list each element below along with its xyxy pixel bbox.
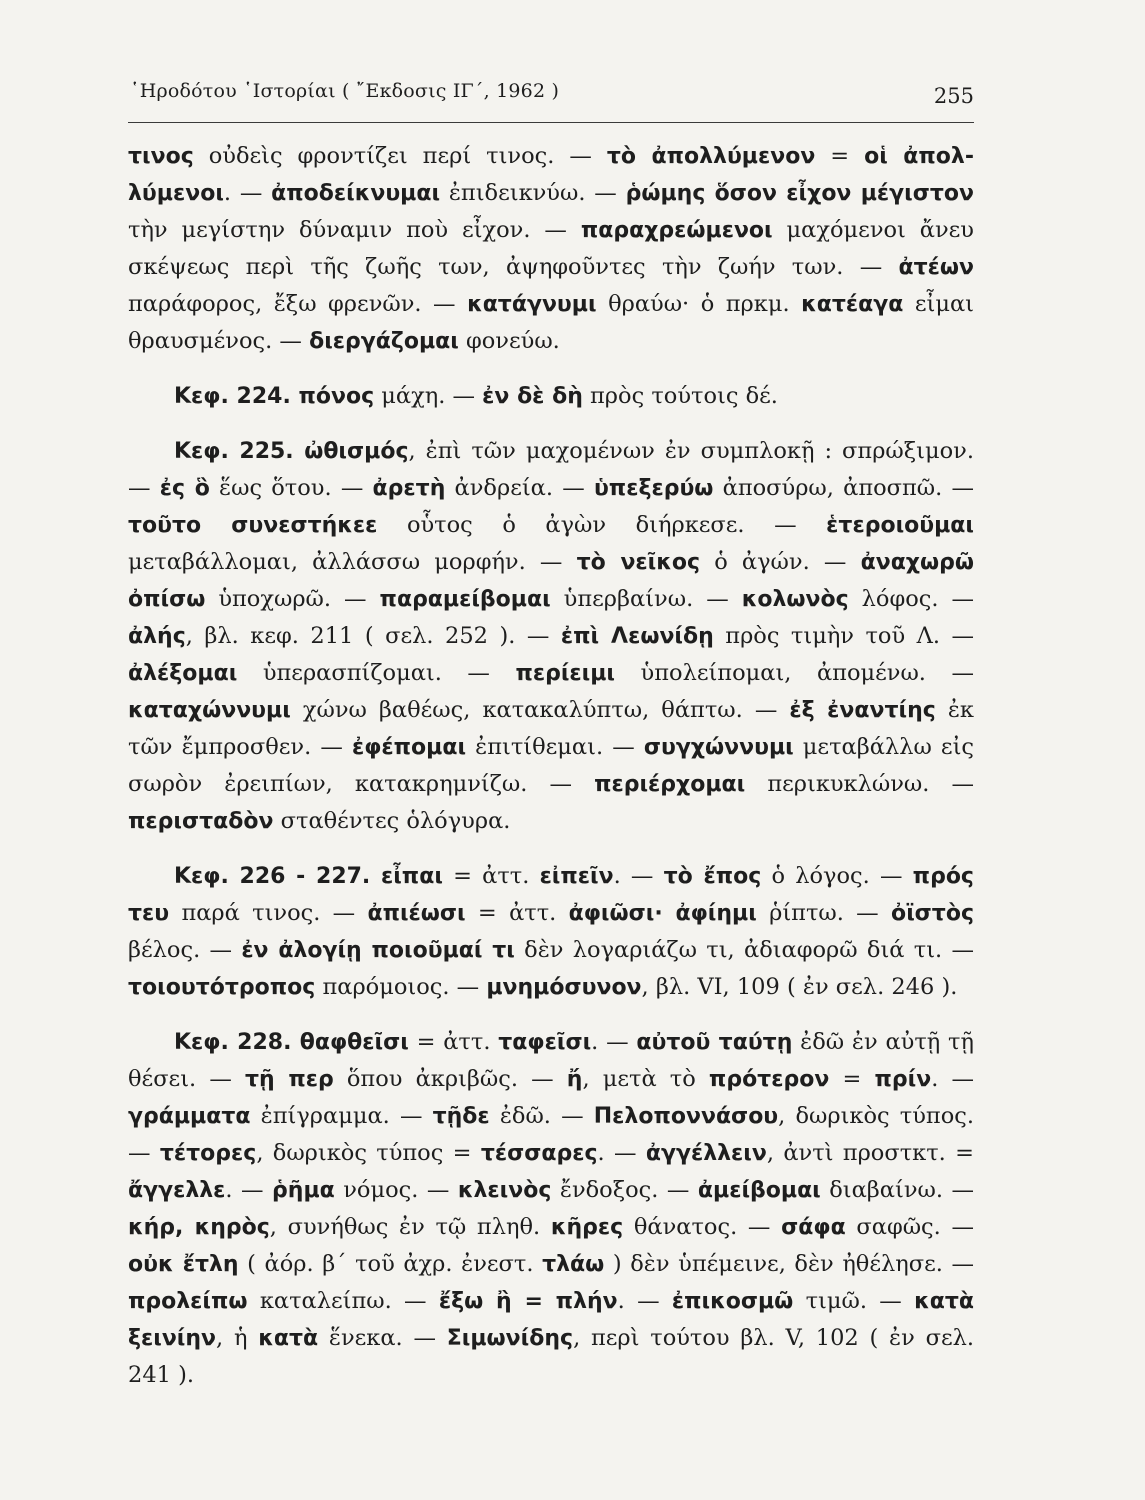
gloss: = ἀττ. xyxy=(465,900,569,926)
gloss: , συνήθως ἐν τῷ πληθ. xyxy=(269,1214,551,1240)
gloss: = xyxy=(829,1066,875,1092)
gloss: μαχόμενοι ἄνευ σκέψεως περὶ τῆς ζωῆς των, ἀψηφοῦντες τὴν ζωήν των. — xyxy=(128,217,974,280)
gloss: , βλ. κεφ. 211 ( σελ. 252 ). — xyxy=(185,623,561,649)
lemma: ἀτέων xyxy=(898,255,974,280)
gloss: = xyxy=(815,143,865,169)
lemma: ἐν ἀλογίῃ ποιοῦμαί τι xyxy=(241,938,515,963)
lemma: κατὰ xyxy=(258,1326,319,1351)
paragraph-chapter-224 xyxy=(128,378,974,415)
lemma: τινος xyxy=(128,144,194,169)
lemma: περιέρχομαι xyxy=(594,772,746,797)
gloss: ὑπερασπίζομαι. — xyxy=(237,660,516,686)
lemma: τὸ ἔπος xyxy=(663,864,762,889)
gloss: ἐδῶ. — xyxy=(489,1103,594,1129)
gloss: ἔνδοξος. — xyxy=(551,1177,698,1203)
gloss: φονεύω. xyxy=(458,328,560,354)
running-title: ῾Ηροδότου ῾Ιστορίαι ( ῎Εκδοσις ΙΓ΄, 1962 ) xyxy=(130,80,560,102)
gloss: μεταβάλλω εἰς σωρὸν ἐρειπίων, κατακρημνίζω. — xyxy=(128,734,974,797)
gloss: θραύω· ὁ πρκμ. xyxy=(596,291,802,317)
lemma: ἀρετὴ xyxy=(372,476,446,501)
lemma: κατάγνυμι xyxy=(467,292,597,317)
gloss: διαβαίνω. — xyxy=(820,1177,974,1203)
lemma: γράμματα xyxy=(128,1104,251,1129)
lemma: κήρ, κηρὸς xyxy=(128,1215,270,1240)
gloss: , μετὰ τὸ xyxy=(582,1066,709,1092)
gloss: ( ἀόρ. β΄ τοῦ ἀχρ. ἐνεστ. xyxy=(238,1251,543,1277)
lemma: οἱ ἀπολλύμενοι xyxy=(128,144,974,206)
gloss: παρά τινος. — xyxy=(169,900,368,926)
lemma: τέσσαρες xyxy=(480,1141,598,1166)
lemma: ἀφιῶσι· ἀφίημι xyxy=(568,901,757,926)
lemma: Κεφ. 228. θαφθεῖσι xyxy=(174,1030,409,1055)
lemma: τοιουτότροπος xyxy=(128,975,316,1000)
lemma: καταχώννυμι xyxy=(128,698,291,723)
gloss: οὗτος ὁ ἀγὼν διήρκεσε. — xyxy=(377,512,827,538)
lemma: ἔξω ἢ = πλήν xyxy=(438,1289,618,1314)
lemma: ἀμείβομαι xyxy=(697,1178,821,1203)
gloss: ἀνδρεία. — xyxy=(445,475,594,501)
lemma: ὑπεξερύω xyxy=(593,476,714,501)
lemma: ἤ xyxy=(566,1067,583,1092)
lemma: μνημόσυνον xyxy=(486,975,642,1000)
commentary-body xyxy=(128,138,974,1393)
lemma: ἀλέξομαι xyxy=(128,661,238,686)
lemma: τῇδε xyxy=(432,1104,490,1129)
gloss: μεταβάλλομαι, ἀλλάσσω μορφήν. — xyxy=(128,549,577,575)
lemma: οὐκ ἔτλη xyxy=(128,1252,239,1277)
lemma: Σιμωνίδης xyxy=(446,1326,574,1351)
lemma: πρίν xyxy=(874,1067,932,1092)
gloss: , δωρικὸς τύπος = xyxy=(256,1140,481,1166)
gloss: , βλ. VI, 109 ( ἐν σελ. 246 ). xyxy=(641,974,958,1000)
gloss: . — xyxy=(931,1066,974,1092)
gloss: , περὶ τούτου βλ. V, 102 ( ἐν σελ. 241 ). xyxy=(128,1325,975,1388)
lemma: Κεφ. 224. πόνος xyxy=(174,384,375,409)
gloss: δὲν λογαριάζω τι, ἀδιαφορῶ διά τι. — xyxy=(514,937,974,963)
gloss: βέλος. — xyxy=(128,937,242,963)
lemma: Κεφ. 225. ὠθισμός xyxy=(174,439,409,464)
paragraph-chapter-225 xyxy=(128,433,974,840)
lemma: κλεινὸς xyxy=(457,1178,552,1203)
lemma: ἀλής xyxy=(128,624,186,649)
gloss: ἐπίγραμμα. — xyxy=(250,1103,433,1129)
gloss: μάχη. — xyxy=(374,383,483,409)
gloss: ) δὲν ὑπέμεινε, δὲν ἠθέλησε. — xyxy=(604,1251,974,1277)
gloss: σαφῶς. — xyxy=(845,1214,974,1240)
gloss: , δωρικὸς τύπος. — xyxy=(128,1103,974,1166)
gloss: = ἀττ. xyxy=(408,1029,499,1055)
lemma: Κεφ. 226 - 227. εἶπαι xyxy=(174,864,443,889)
gloss: παρόμοιος. — xyxy=(315,974,487,1000)
gloss: τιμῶ. — xyxy=(793,1288,915,1314)
lemma: τοῦτο συνεστήκεε xyxy=(128,513,378,538)
lemma: περίειμι xyxy=(515,661,616,686)
lemma: ἄγγελλε xyxy=(128,1178,226,1203)
lemma: τὸ ἀπολλύμενον xyxy=(606,144,816,169)
paragraph-chapter-228 xyxy=(128,1024,974,1393)
lemma: παραμείβομαι xyxy=(379,587,551,612)
page-number: 255 xyxy=(933,84,974,108)
gloss: ἕως ὅτου. — xyxy=(209,475,373,501)
gloss: ἀποσύρω, ἀποσπῶ. — xyxy=(713,475,975,501)
gloss: ὁ ἀγών. — xyxy=(700,549,861,575)
gloss: εἶμαι θραυσμένος. — xyxy=(128,291,974,354)
lemma: διεργάζομαι xyxy=(309,329,459,354)
gloss: ῥίπτω. — xyxy=(756,900,891,926)
lemma: ἀναχωρῶ ὀπίσω xyxy=(128,550,974,612)
lemma: τὸ νεῖκος xyxy=(576,550,701,575)
lemma: ἀπιέωσι xyxy=(367,901,466,926)
lemma: πρός τευ xyxy=(128,864,974,926)
lemma: ἀγγέλλειν xyxy=(645,1141,767,1166)
gloss: οὐδεὶς φροντίζει περί τινος. — xyxy=(193,143,607,169)
lemma: τέτορες xyxy=(159,1141,257,1166)
lemma: κατέαγα xyxy=(801,292,904,317)
lemma: σάφα xyxy=(781,1215,846,1240)
gloss: λόφος. — xyxy=(848,586,974,612)
gloss: τὴν μεγίστην δύναμιν ποὺ εἶχον. — xyxy=(128,217,581,243)
gloss: , ἀντὶ προστκτ. = xyxy=(766,1140,974,1166)
gloss: ἐκ τῶν ἔμπροσθεν. — xyxy=(128,697,974,760)
gloss: περικυκλώνω. — xyxy=(745,771,974,797)
gloss: παράφορος, ἔξω φρενῶν. — xyxy=(128,291,468,317)
lemma: κατὰ ξεινίην xyxy=(128,1289,974,1351)
gloss: . — xyxy=(597,1140,646,1166)
lemma: προλείπω xyxy=(128,1289,248,1314)
lemma: συγχώννυμι xyxy=(643,735,794,760)
gloss: ἐδῶ ἐν αὐτῇ τῇ θέσει. — xyxy=(128,1029,974,1092)
gloss: . — xyxy=(591,1029,637,1055)
gloss: . — xyxy=(617,1288,672,1314)
lemma: ἀποδείκνυμαι xyxy=(271,181,441,206)
lemma: Πελοποννάσου xyxy=(593,1104,779,1129)
gloss: ὑπολείπομαι, ἀπομένω. — xyxy=(615,660,974,686)
lemma: ταφεῖσι xyxy=(498,1030,592,1055)
gloss: ἐπιδεικνύω. — xyxy=(440,180,626,206)
paragraph-continuation xyxy=(128,138,974,360)
lemma: κῆρες xyxy=(550,1215,624,1240)
paragraph-chapter-226-227 xyxy=(128,858,974,1006)
gloss: πρὸς τιμὴν τοῦ Λ. — xyxy=(713,623,975,649)
lemma: τῇ περ xyxy=(244,1067,334,1092)
lemma: τλάω xyxy=(542,1252,605,1277)
gloss: ἐπιτίθεμαι. — xyxy=(466,734,644,760)
gloss: ὑποχωρῶ. — xyxy=(205,586,380,612)
lemma: αὐτοῦ ταύτῃ xyxy=(636,1030,793,1055)
gloss: ὁ λόγος. — xyxy=(761,863,913,889)
gloss: ὅπου ἀκριβῶς. — xyxy=(333,1066,567,1092)
lemma: ἐπικοσμῶ xyxy=(671,1289,794,1314)
gloss: νόμος. — xyxy=(334,1177,458,1203)
lemma: περισταδὸν xyxy=(128,809,274,834)
gloss: . — xyxy=(223,180,272,206)
gloss: . — xyxy=(225,1177,273,1203)
lemma: πρότερον xyxy=(708,1067,830,1092)
lemma: ῥῆμα xyxy=(272,1178,335,1203)
lemma: ἐφέπομαι xyxy=(351,735,467,760)
gloss: ἕνεκα. — xyxy=(318,1325,447,1351)
gloss: = ἀττ. xyxy=(442,863,540,889)
lemma: ῥώμης ὅσον εἶχον μέγιστον xyxy=(625,181,974,206)
gloss: , ἐπὶ τῶν μαχομένων ἐν συμπλοκῇ : σπρώξιμον. — xyxy=(128,438,974,501)
lemma: παραχρεώμενοι xyxy=(580,218,773,243)
gloss: θάνατος. — xyxy=(623,1214,782,1240)
lemma: ἐν δὲ δὴ xyxy=(482,384,583,409)
lemma: ὀϊστὸς xyxy=(890,901,974,926)
lemma: ἐξ ἐναντίης xyxy=(789,698,936,723)
gloss: καταλείπω. — xyxy=(247,1288,439,1314)
gloss: χώνω βαθέως, κατακαλύπτω, θάπτω. — xyxy=(290,697,790,723)
gloss: . — xyxy=(613,863,664,889)
lemma: ἐς ὃ xyxy=(159,476,210,501)
lemma: κολωνὸς xyxy=(741,587,849,612)
lemma: ἐπὶ Λεωνίδῃ xyxy=(560,624,714,649)
gloss: σταθέντες ὁλόγυρα. xyxy=(273,808,511,834)
lemma: εἰπεῖν xyxy=(539,864,614,889)
gloss: , ἡ xyxy=(216,1325,259,1351)
lemma: ἑτεροιοῦμαι xyxy=(826,513,974,538)
gloss: πρὸς τούτοις δέ. xyxy=(582,383,778,409)
running-head xyxy=(128,78,974,123)
gloss: ὑπερβαίνω. — xyxy=(550,586,742,612)
